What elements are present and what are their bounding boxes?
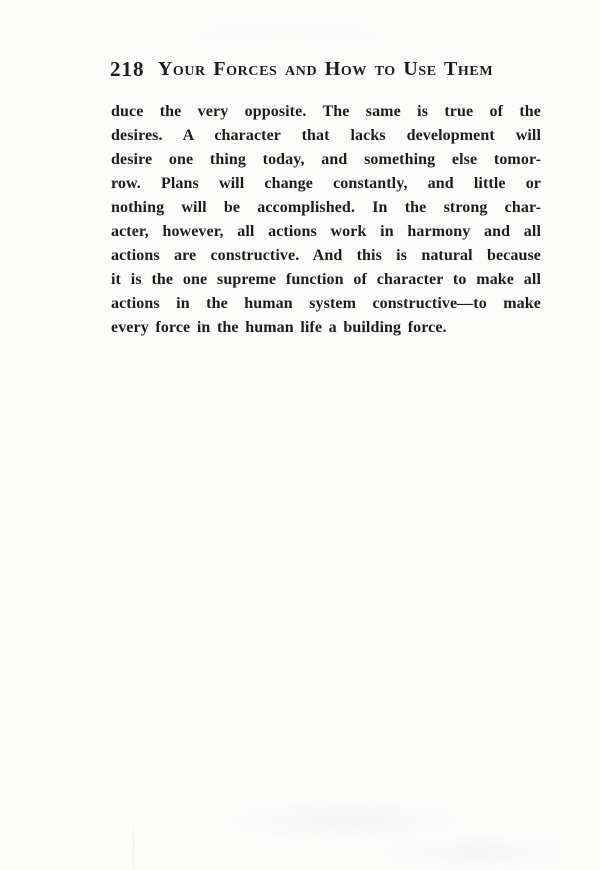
- scan-artifact: [230, 800, 560, 870]
- body-paragraph: [111, 100, 541, 340]
- text-line: desire one thing today, and something else tomor-: [111, 151, 541, 168]
- page-number: 218: [110, 57, 145, 81]
- text-line: every force in the human life a building force.: [111, 319, 447, 336]
- text-line: nothing will be accomplished. In the strong char-: [111, 199, 541, 216]
- running-header: [110, 57, 541, 81]
- text-line: it is the one supreme function of character to make all: [111, 271, 541, 288]
- text-line: desires. A character that lacks development will: [111, 127, 541, 144]
- text-line: acter, however, all actions work in harmony and all: [111, 223, 541, 240]
- scan-artifact: [133, 818, 134, 870]
- text-line: actions are constructive. And this is natural because: [111, 247, 541, 264]
- text-line: duce the very opposite. The same is true of the: [111, 103, 541, 120]
- scan-artifact: [120, 10, 540, 50]
- running-title: Your Forces and How to Use Them: [157, 58, 494, 80]
- text-line: row. Plans will change constantly, and little or: [111, 175, 541, 192]
- text-line: actions in the human system constructive—to make: [111, 295, 541, 312]
